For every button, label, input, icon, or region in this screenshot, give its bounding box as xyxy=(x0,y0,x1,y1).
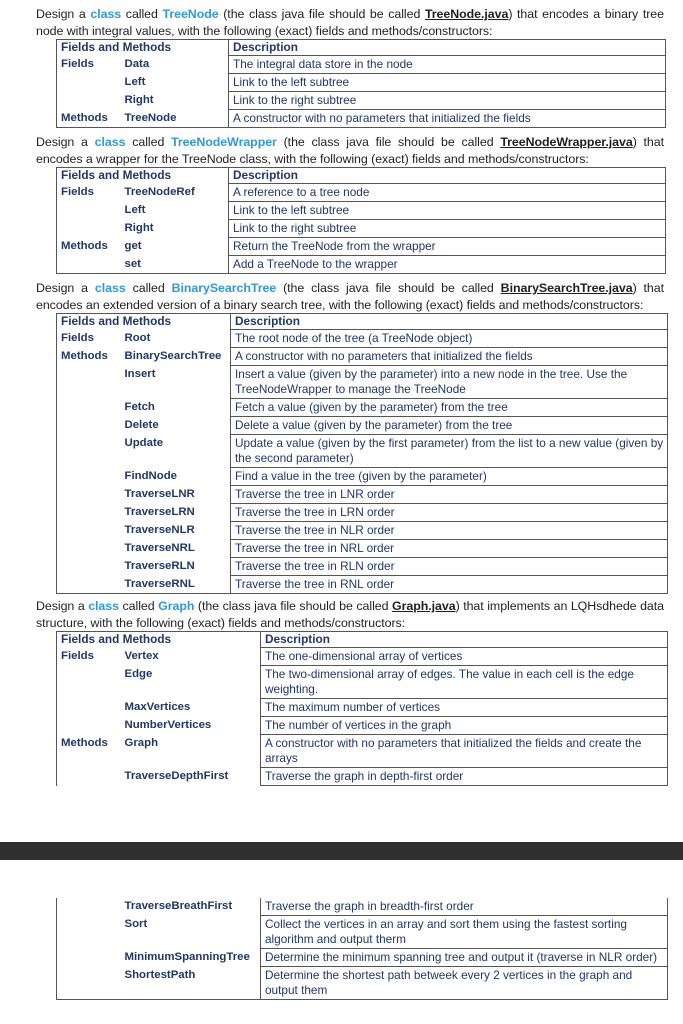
wrapper-table xyxy=(56,167,666,274)
wrapper-section xyxy=(36,134,664,274)
graph-table xyxy=(56,631,668,786)
row-member-name: TreeNode xyxy=(121,110,229,128)
row-category xyxy=(57,576,121,594)
row-member-name: Data xyxy=(124,57,150,70)
row-description: Collect the vertices in an array and sort them using the fastest sorting algorithm and output therm xyxy=(261,916,668,949)
table-header-row xyxy=(57,632,668,648)
row-member-name: Root xyxy=(124,331,151,344)
row-category xyxy=(57,558,121,576)
document-page-2 xyxy=(0,860,683,1024)
row-category xyxy=(57,366,121,399)
row-member-name: TraverseBreathFirst xyxy=(124,900,233,912)
table-row xyxy=(57,558,668,576)
bst-section xyxy=(36,280,664,594)
table-row xyxy=(57,717,668,735)
row-description: The one-dimensional array of vertices xyxy=(261,648,668,666)
table-row xyxy=(57,666,668,699)
row-category xyxy=(57,468,121,486)
table-header-row xyxy=(57,40,666,56)
header-description: Description xyxy=(229,40,666,56)
row-member-name: Vertex xyxy=(124,649,159,662)
row-member-name: TraverseNLR xyxy=(124,523,195,536)
row-member-name: NumberVertices xyxy=(124,718,212,731)
row-description: Traverse the tree in LRN order xyxy=(231,504,668,522)
row-member-name: MinimumSpanningTree xyxy=(124,950,250,963)
table-row xyxy=(57,949,668,967)
row-member-name: TraverseDepthFirst xyxy=(124,769,229,782)
header-fields-and-methods: Fields and Methods xyxy=(57,40,229,56)
row-member-name: TraverseLNR xyxy=(124,487,195,500)
table-row xyxy=(57,898,668,916)
table-row xyxy=(57,74,666,92)
row-description: Link to the right subtree xyxy=(229,220,666,238)
table-row xyxy=(57,522,668,540)
row-category: Methods xyxy=(57,348,121,366)
row-category: Methods xyxy=(57,238,121,256)
row-description: Fetch a value (given by the parameter) from the tree xyxy=(231,399,668,417)
table-row xyxy=(57,184,666,202)
row-category xyxy=(57,522,121,540)
row-member-name: Left xyxy=(124,203,146,216)
row-description: A constructor with no parameters that initialized the fields xyxy=(229,110,666,128)
table-row xyxy=(57,504,668,522)
row-description: Add a TreeNode to the wrapper xyxy=(229,256,666,274)
row-member-name: TraverseRNL xyxy=(121,576,231,594)
table-row xyxy=(57,417,668,435)
row-description: The number of vertices in the graph xyxy=(261,717,668,735)
row-category: Fields xyxy=(57,330,121,348)
row-description: Traverse the graph in depth-first order xyxy=(261,768,668,786)
row-category xyxy=(57,92,121,110)
row-member-name: Right xyxy=(124,93,154,106)
row-description: Determine the shortest path betweek every 2 vertices in the graph and output them xyxy=(261,967,668,1000)
table-row xyxy=(57,735,668,768)
row-category xyxy=(57,699,121,717)
header-description: Description xyxy=(229,168,666,184)
row-member-name: BinarySearchTree xyxy=(124,349,222,362)
table-row xyxy=(57,576,668,594)
row-description: Link to the right subtree xyxy=(229,92,666,110)
row-description: Traverse the tree in RLN order xyxy=(231,558,668,576)
row-category xyxy=(57,74,121,92)
row-category xyxy=(57,504,121,522)
page-break xyxy=(0,842,683,860)
table-row xyxy=(57,348,668,366)
treenode-intro: Design a class called TreeNode (the class java file should be called TreeNode.java) that encodes a binary tree node with integral values, with the following (exact) fields and methods/constructors: xyxy=(36,7,664,38)
row-member-name: TraverseLRN xyxy=(124,505,195,518)
table-row xyxy=(57,366,668,399)
header-description: Description xyxy=(231,314,668,330)
row-description: Find a value in the tree (given by the parameter) xyxy=(231,468,668,486)
table-row xyxy=(57,540,668,558)
row-category xyxy=(57,717,121,735)
row-category xyxy=(57,435,121,468)
row-description: The root node of the tree (a TreeNode object) xyxy=(231,330,668,348)
table-row xyxy=(57,92,666,110)
table-row xyxy=(57,238,666,256)
table-row xyxy=(57,967,668,1000)
row-category xyxy=(57,486,121,504)
row-member-name: set xyxy=(121,256,229,274)
row-description: Determine the minimum spanning tree and output it (traverse in NLR order) xyxy=(261,949,668,967)
table-row xyxy=(57,648,668,666)
table-row xyxy=(57,256,666,274)
row-category: Methods xyxy=(57,735,121,768)
row-member-name: TraverseNRL xyxy=(124,541,195,554)
row-category xyxy=(57,220,121,238)
row-category: Fields xyxy=(57,56,121,74)
row-member-name: Update xyxy=(124,436,164,449)
row-description: A constructor with no parameters that initialized the fields xyxy=(231,348,668,366)
row-category: Methods xyxy=(57,110,121,128)
row-description: Traverse the tree in NRL order xyxy=(231,540,668,558)
row-category xyxy=(57,768,121,786)
row-description: The integral data store in the node xyxy=(229,56,666,74)
row-member-name: TreeNodeRef xyxy=(124,185,195,198)
row-member-name: ShortestPath xyxy=(121,967,261,1000)
row-description: Return the TreeNode from the wrapper xyxy=(229,238,666,256)
bst-intro: Design a class called BinarySearchTree (the class java file should be called BinarySearchTree.java) that encodes an extended version of a binary search tree, with the following (exact) fields and methods/constructors: xyxy=(36,281,665,312)
table-row xyxy=(57,220,666,238)
table-row xyxy=(57,916,668,949)
row-description: A constructor with no parameters that initialized the fields and create the arrays xyxy=(261,735,668,768)
header-description: Description xyxy=(261,632,668,648)
row-category xyxy=(57,417,121,435)
row-category xyxy=(57,666,121,699)
graph-continued-section xyxy=(36,898,664,1000)
row-category xyxy=(57,898,121,916)
treenode-table xyxy=(56,39,666,128)
row-description: Link to the left subtree xyxy=(229,74,666,92)
table-row xyxy=(57,202,666,220)
row-description: Traverse the graph in breadth-first order xyxy=(261,898,668,916)
row-description: A reference to a tree node xyxy=(229,184,666,202)
row-category: Fields xyxy=(57,184,121,202)
graph-section xyxy=(36,598,664,786)
row-member-name: TraverseRLN xyxy=(124,559,195,572)
table-row xyxy=(57,486,668,504)
row-description: The maximum number of vertices xyxy=(261,699,668,717)
treenode-section xyxy=(36,6,664,128)
row-member-name: Fetch xyxy=(124,400,155,413)
table-row xyxy=(57,435,668,468)
table-row xyxy=(57,699,668,717)
table-row xyxy=(57,110,666,128)
row-description: Traverse the tree in RNL order xyxy=(231,576,668,594)
row-description: The two-dimensional array of edges. The value in each cell is the edge weighting. xyxy=(261,666,668,699)
row-description: Link to the left subtree xyxy=(229,202,666,220)
graph-intro: Design a class called Graph (the class java file should be called Graph.java) that implements an LQHsdhede data structure, with the following (exact) fields and methods/constructors: xyxy=(36,599,664,630)
table-row xyxy=(57,56,666,74)
table-row xyxy=(57,768,668,786)
row-description: Insert a value (given by the parameter) into a new node in the tree. Use the TreeNodeWrapper to manage the TreeNode xyxy=(231,366,668,399)
row-description: Delete a value (given by the parameter) from the tree xyxy=(231,417,668,435)
table-row xyxy=(57,330,668,348)
header-fields-and-methods: Fields and Methods xyxy=(57,314,231,330)
table-header-row xyxy=(57,168,666,184)
row-description: Update a value (given by the first parameter) from the list to a new value (given by the second parameter) xyxy=(231,435,668,468)
row-member-name: Insert xyxy=(124,367,156,380)
row-member-name: Left xyxy=(124,75,146,88)
row-category xyxy=(57,202,121,220)
row-description: Traverse the tree in NLR order xyxy=(231,522,668,540)
wrapper-intro: Design a class called TreeNodeWrapper (the class java file should be called TreeNodeWrapper.java) that encodes a wrapper for the TreeNode class, with the following (exact) fields and methods/constructors: xyxy=(36,135,665,166)
row-category xyxy=(57,967,121,1000)
row-category xyxy=(57,916,121,949)
table-row xyxy=(57,399,668,417)
row-member-name: Delete xyxy=(124,418,159,431)
row-description: Traverse the tree in LNR order xyxy=(231,486,668,504)
header-fields-and-methods: Fields and Methods xyxy=(57,168,229,184)
row-category xyxy=(57,949,121,967)
row-member-name: Right xyxy=(124,221,154,234)
row-member-name: Edge xyxy=(124,667,153,680)
header-fields-and-methods: Fields and Methods xyxy=(57,632,261,648)
bst-table xyxy=(56,313,668,594)
row-category xyxy=(57,256,121,274)
table-header-row xyxy=(57,314,668,330)
row-member-name: Sort xyxy=(124,917,148,930)
row-member-name: FindNode xyxy=(124,469,178,482)
row-category: Fields xyxy=(57,648,121,666)
row-category xyxy=(57,399,121,417)
row-category xyxy=(57,540,121,558)
row-member-name: get xyxy=(124,239,142,252)
row-member-name: Graph xyxy=(124,736,159,749)
table-row xyxy=(57,468,668,486)
graph-continued-table xyxy=(56,898,668,1000)
row-member-name: MaxVertices xyxy=(124,700,191,713)
